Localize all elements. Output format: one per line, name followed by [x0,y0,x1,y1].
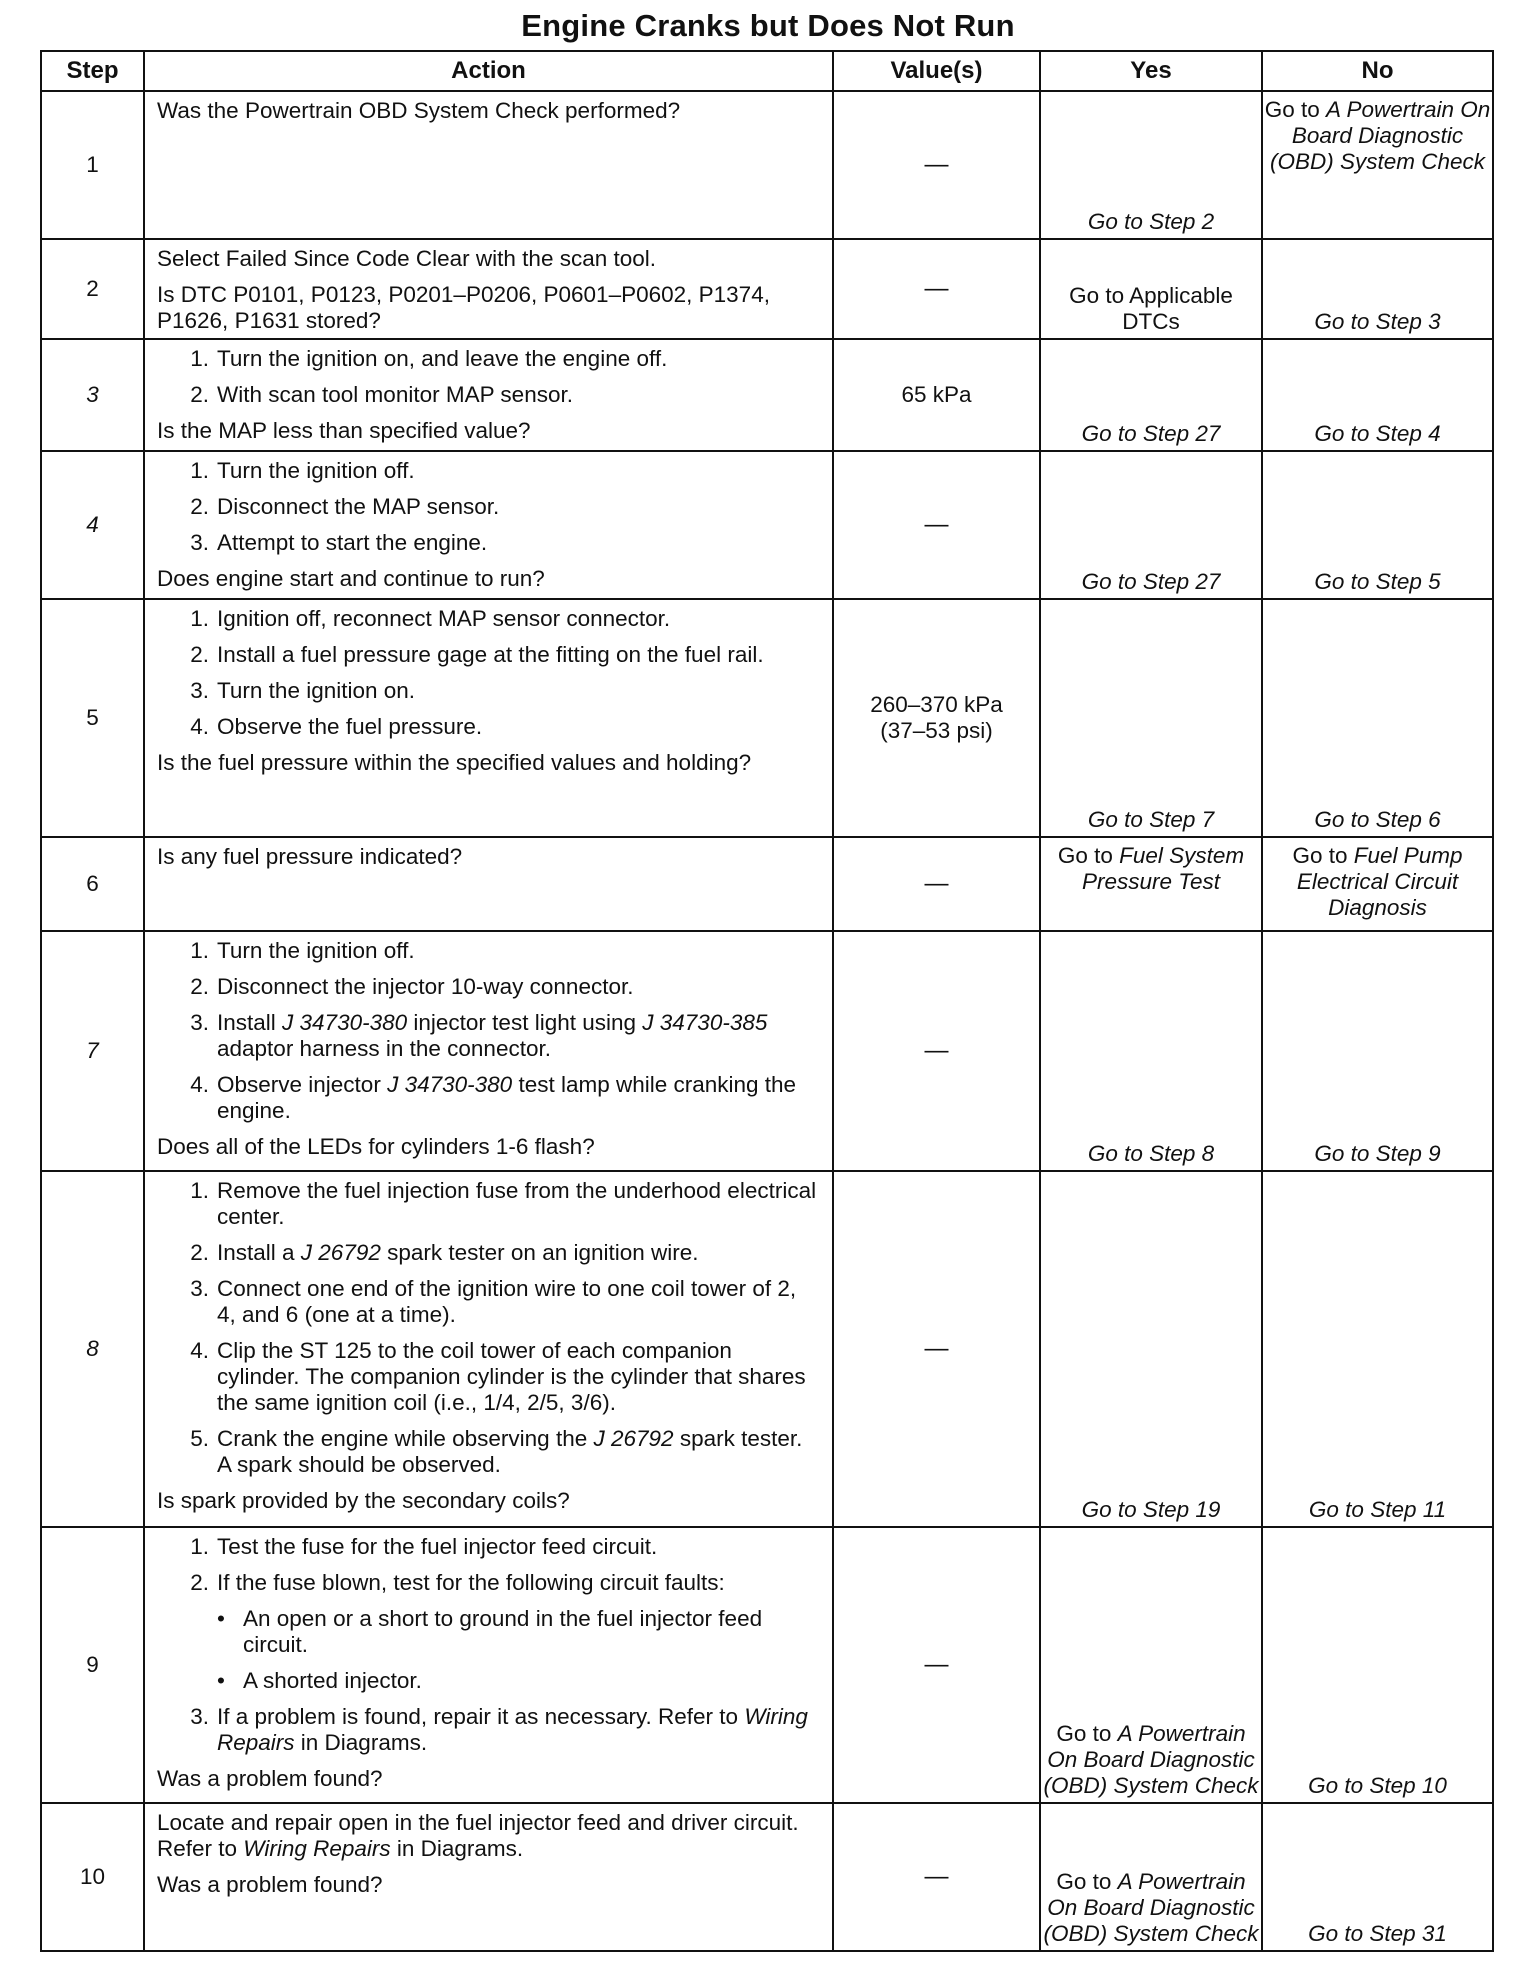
numbered-step: 2. Disconnect the injector 10-way connector. [190,974,634,999]
no-cell [1262,1527,1493,1803]
yes-link[interactable]: Fuel System Pressure Test [1082,843,1245,894]
table-header-row [41,51,1493,91]
table-row [41,837,1493,931]
no-link[interactable]: Go to Step 4 [1314,421,1441,446]
question-text: Does all of the LEDs for cylinders 1-6 flash? [157,1134,595,1159]
table-row [41,1171,1493,1527]
question-text: Is the fuel pressure within the specified values and holding? [157,750,752,775]
numbered-step: 2. With scan tool monitor MAP sensor. [190,382,573,407]
yes-link[interactable]: Go to Step 2 [1087,209,1215,234]
header-values: Value(s) [833,51,1040,91]
no-link-prefix: Go to [1292,843,1354,868]
action-cell [144,1527,833,1803]
no-link[interactable]: A Powertrain On Board Diagnostic (OBD) System Check [1269,97,1491,174]
value-cell [833,1803,1040,1951]
value-cell [833,239,1040,339]
value-kpa: 260–370 kPa [870,692,1003,717]
question-text: Was a problem found? [157,1766,383,1791]
value-cell: 65 kPa [833,339,1040,451]
value-cell [833,1171,1040,1527]
no-cell [1262,931,1493,1171]
question-text: Is the MAP less than specified value? [157,418,531,443]
numbered-step: 3. Connect one end of the ignition wire to one coil tower of 2, 4, and 6 (one at a time). [190,1276,797,1327]
numbered-step: 3. Attempt to start the engine. [190,530,488,555]
numbered-step: 2. Install a J 26792 spark tester on an ignition wire. [190,1240,699,1265]
numbered-step: 1. Turn the ignition on, and leave the engine off. [190,346,668,371]
value-cell [833,837,1040,931]
numbered-step: 2. Disconnect the MAP sensor. [190,494,500,519]
action-cell [144,339,833,451]
header-yes: Yes [1040,51,1262,91]
value-dash: — [924,1863,949,1890]
action-cell [144,599,833,837]
yes-link[interactable]: Go to Step 19 [1081,1497,1221,1522]
action-cell [144,91,833,239]
value-dash: — [924,511,949,538]
question-text: Was the Powertrain OBD System Check performed? [157,98,681,123]
no-link[interactable]: Go to Step 9 [1314,1141,1441,1166]
value-cell [833,1527,1040,1803]
step-number: 10 [41,1803,144,1951]
value-dash: — [924,870,949,897]
yes-link[interactable]: A Powertrain On Board Diagnostic (OBD) System Check [1043,1721,1259,1798]
no-cell [1262,1171,1493,1527]
yes-cell [1040,239,1262,339]
no-link[interactable]: Go to Step 10 [1308,1773,1447,1798]
yes-link[interactable]: Go to Applicable DTCs [1069,283,1233,334]
value-dash: — [924,275,949,302]
step-number: 9 [41,1527,144,1803]
diagnostic-table [40,50,1494,1952]
action-text: Select Failed Since Code Clear with the scan tool. [157,246,657,271]
no-cell [1262,837,1493,931]
step-number: 7 [41,931,144,1171]
no-cell [1262,599,1493,837]
value-cell [833,91,1040,239]
step-number: 8 [41,1171,144,1527]
table-row [41,599,1493,837]
question-text: Is spark provided by the secondary coils? [157,1488,570,1513]
numbered-step: 2. If the fuse blown, test for the following circuit faults: [190,1570,725,1595]
no-link[interactable]: Go to Step 31 [1308,1921,1447,1946]
value-cell [833,451,1040,599]
yes-link[interactable]: A Powertrain On Board Diagnostic (OBD) System Check [1043,1869,1259,1946]
yes-cell [1040,931,1262,1171]
step-number: 1 [41,91,144,239]
table-row [41,339,1493,451]
numbered-step: 1. Remove the fuel injection fuse from the underhood electrical center. [190,1178,817,1229]
yes-cell [1040,837,1262,931]
action-cell [144,837,833,931]
numbered-step: 2. Install a fuel pressure gage at the fitting on the fuel rail. [190,642,764,667]
table-row [41,1527,1493,1803]
no-link[interactable]: Go to Step 5 [1314,569,1441,594]
value-dash: — [924,1651,949,1678]
numbered-step: 1. Turn the ignition off. [190,938,415,963]
step-number: 6 [41,837,144,931]
yes-link-prefix: Go to [1057,843,1120,868]
numbered-step: 5. Crank the engine while observing the J 26792 spark tester. A spark should be observed. [190,1426,803,1477]
numbered-step: 4. Observe injector J 34730-380 test lamp while cranking the engine. [190,1072,797,1123]
step-number: 3 [41,339,144,451]
yes-cell [1040,1171,1262,1527]
action-cell [144,239,833,339]
no-link[interactable]: Fuel Pump Electrical Circuit Diagnosis [1296,843,1463,920]
value-psi: (37–53 psi) [880,718,993,743]
no-link[interactable]: Go to Step 3 [1314,309,1441,334]
value-cell [833,931,1040,1171]
numbered-step: 1. Test the fuse for the fuel injector feed circuit. [190,1534,658,1559]
header-action: Action [144,51,833,91]
yes-link[interactable]: Go to Step 27 [1081,569,1221,594]
action-cell [144,1171,833,1527]
value-dash: — [924,1335,949,1362]
table-row [41,451,1493,599]
no-cell [1262,451,1493,599]
value-cell [833,599,1040,837]
table-row [41,91,1493,239]
question-text: Does engine start and continue to run? [157,566,545,591]
no-cell [1262,91,1493,239]
value-dash: — [924,151,949,178]
numbered-step: 3. Install J 34730-380 injector test light using J 34730-385 adaptor harness in the connector. [190,1010,768,1061]
numbered-step: 3. If a problem is found, repair it as necessary. Refer to Wiring Repairs in Diagrams. [190,1704,808,1755]
header-no: No [1262,51,1493,91]
table-row [41,239,1493,339]
table-row [41,1803,1493,1951]
question-text: Was a problem found? [157,1872,383,1897]
no-link[interactable]: Go to Step 6 [1314,807,1441,832]
step-number: 2 [41,239,144,339]
yes-link[interactable]: Go to Step 27 [1081,421,1221,446]
yes-cell [1040,1527,1262,1803]
no-link-prefix: Go to [1264,97,1327,122]
yes-link[interactable]: Go to Step 7 [1087,807,1215,832]
bullet-item: • A shorted injector. [217,1668,422,1693]
header-step: Step [41,51,144,91]
step-number: 5 [41,599,144,837]
numbered-step: 1. Ignition off, reconnect MAP sensor connector. [190,606,671,631]
no-link[interactable]: Go to Step 11 [1308,1497,1447,1522]
no-cell [1262,339,1493,451]
action-text: Locate and repair open in the fuel injector feed and driver circuit. Refer to Wiring Repairs in Diagrams. [157,1810,799,1861]
yes-link-prefix: Go to [1056,1721,1118,1746]
table-row [41,931,1493,1171]
yes-cell [1040,339,1262,451]
question-text: Is DTC P0101, P0123, P0201–P0206, P0601–P0602, P1374, P1626, P1631 stored? [157,282,770,333]
numbered-step: 4. Clip the ST 125 to the coil tower of each companion cylinder. The companion cylinder is the cylinder that shares the same ignition coil (i.e., 1/4, 2/5, 3/6). [190,1338,806,1415]
step-number: 4 [41,451,144,599]
numbered-step: 4. Observe the fuel pressure. [190,714,483,739]
numbered-step: 3. Turn the ignition on. [190,678,416,703]
action-cell [144,451,833,599]
page-title: Engine Cranks but Does Not Run [521,8,1015,43]
action-cell [144,1803,833,1951]
yes-cell [1040,1803,1262,1951]
yes-cell [1040,91,1262,239]
yes-cell [1040,599,1262,837]
yes-link[interactable]: Go to Step 8 [1087,1141,1215,1166]
question-text: Is any fuel pressure indicated? [157,844,463,869]
yes-cell [1040,451,1262,599]
value-dash: — [924,1037,949,1064]
yes-link-prefix: Go to [1056,1869,1118,1894]
bullet-item: • An open or a short to ground in the fuel injector feed circuit. [217,1606,763,1657]
no-cell [1262,239,1493,339]
no-cell [1262,1803,1493,1951]
action-cell [144,931,833,1171]
numbered-step: 1. Turn the ignition off. [190,458,415,483]
